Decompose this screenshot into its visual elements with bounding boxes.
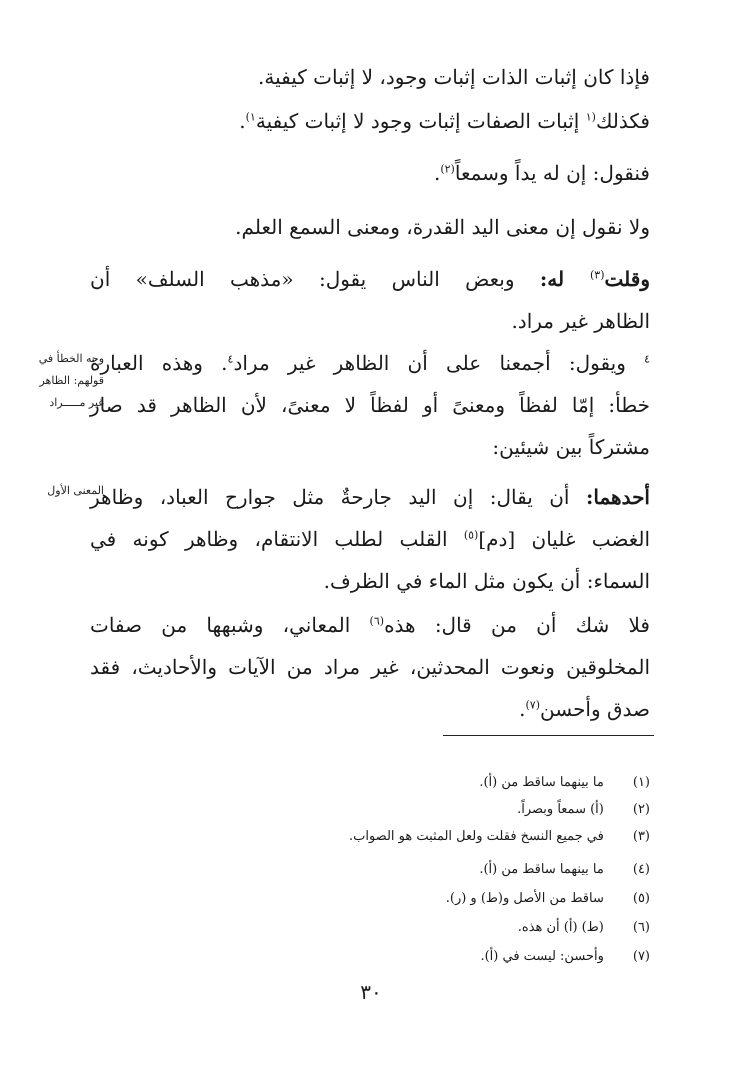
body-text: السماء: أن يكون مثل الماء في الظرف. [323,569,650,593]
body-text: الظاهر غير مراد. [511,309,650,333]
margin-note-line: قولهم: الظاهر [39,374,104,387]
footnote-ref: ٤ [644,352,650,366]
footnote [90,944,650,970]
body-line [90,262,650,296]
footnote-ref: ١) [245,110,256,124]
body-text: المعاني، وشبهها من صفات [90,613,370,637]
speaker-label: وقلت [604,267,650,291]
body-line [434,156,650,190]
footnote-number: (٤) [632,862,650,877]
footnote-ref: (٣) [590,268,605,282]
speaker-label: له: [539,267,590,291]
body-text: القلب لطلب الانتقام، وظاهر كونه في [90,527,464,551]
body-text: فإذا كان إثبات الذات إثبات وجود، لا إثبات كيفية. [258,65,650,89]
body-text: فكذلك [595,109,650,133]
body-text: صدق وأحسن [540,697,650,721]
page-number: ٣٠ [360,980,382,1004]
margin-note-line: المعنى الأول [47,484,104,497]
body-text: . [519,697,526,721]
body-line [258,60,650,94]
body-line [90,608,650,642]
footnote-ref: (٧) [525,698,540,712]
body-line [324,564,650,598]
body-line [90,346,650,380]
footnote-text: وأحسن: ليست في (أ). [480,949,604,964]
footnote-number: (٢) [632,802,650,817]
body-text: خطأ: إمّا لفظاً ومعنىً أو لفظاً لا معنىً، لأن الظاهر قد صار [90,393,650,417]
body-text: الغضب غليان [دم] [478,527,650,551]
footnote [90,915,650,941]
body-text: المخلوقين ونعوت المحدثين، غير مراد من الآيات والأحاديث، فقد [90,655,650,679]
footnote [90,824,650,850]
footnote-text: (أ) سمعاً وبصراً. [517,802,604,817]
footnote-number: (٣) [632,829,650,844]
body-text: وبعض الناس يقول: «مذهب السلف» أن [90,267,540,291]
body-line [90,480,650,514]
footnote-ref: (٦) [369,614,385,628]
margin-note [47,480,104,502]
footnote-number: (٥) [632,891,650,906]
margin-note-line: وجه الخطأ في [38,352,104,365]
footnote-ref: ٤ [227,352,234,366]
footnote-ref: (١ [585,110,596,124]
body-line [511,304,650,338]
body-line [492,430,650,464]
footnote [90,857,650,883]
body-line [519,692,650,726]
body-text: . [433,161,441,185]
footnote [90,886,650,912]
body-line [239,104,650,138]
body-text: . وهذه العبارة [90,351,228,375]
body-text: . [239,109,246,133]
footnote [90,770,650,796]
footnote-number: (١) [632,775,650,790]
margin-note-line: غير مـــــراد [49,396,104,409]
body-text: أن يقال: إن اليد جارحةٌ مثل جوارح العباد، وظاهر [90,485,586,509]
footnote-number: (٦) [632,920,650,935]
body-text: فنقول: إن له يداً وسمعاً [454,161,650,185]
footnote-separator [443,735,654,736]
footnote-text: (ط) (أ) أن هذه. [517,920,604,935]
margin-note [39,348,104,414]
footnote [90,797,650,823]
body-line [235,210,650,244]
footnote-text: في جميع النسخ فقلت ولعل المثبت هو الصواب. [348,829,604,844]
body-text: مشتركاً بين شيئين: [492,435,650,459]
body-line [90,388,650,422]
footnote-text: ساقط من الأصل و(ط) و (ر). [445,891,604,906]
footnote-ref: (٥) [463,528,479,542]
body-text: ويقول: أجمعنا على أن الظاهر غير مراد [233,351,645,375]
body-line [90,650,650,684]
body-line [90,522,650,556]
section-label: أحدهما: [585,485,650,509]
footnote-number: (٧) [632,949,650,964]
body-text: ولا نقول إن معنى اليد القدرة، ومعنى السمع العلم. [235,215,650,239]
body-text: فلا شك أن من قال: هذه [384,613,650,637]
body-text: إثبات الصفات إثبات وجود لا إثبات كيفية [255,109,586,133]
footnote-ref: (٢) [440,162,455,176]
footnote-text: ما بينهما ساقط من (أ). [479,775,604,790]
footnote-text: ما بينهما ساقط من (أ). [479,862,604,877]
